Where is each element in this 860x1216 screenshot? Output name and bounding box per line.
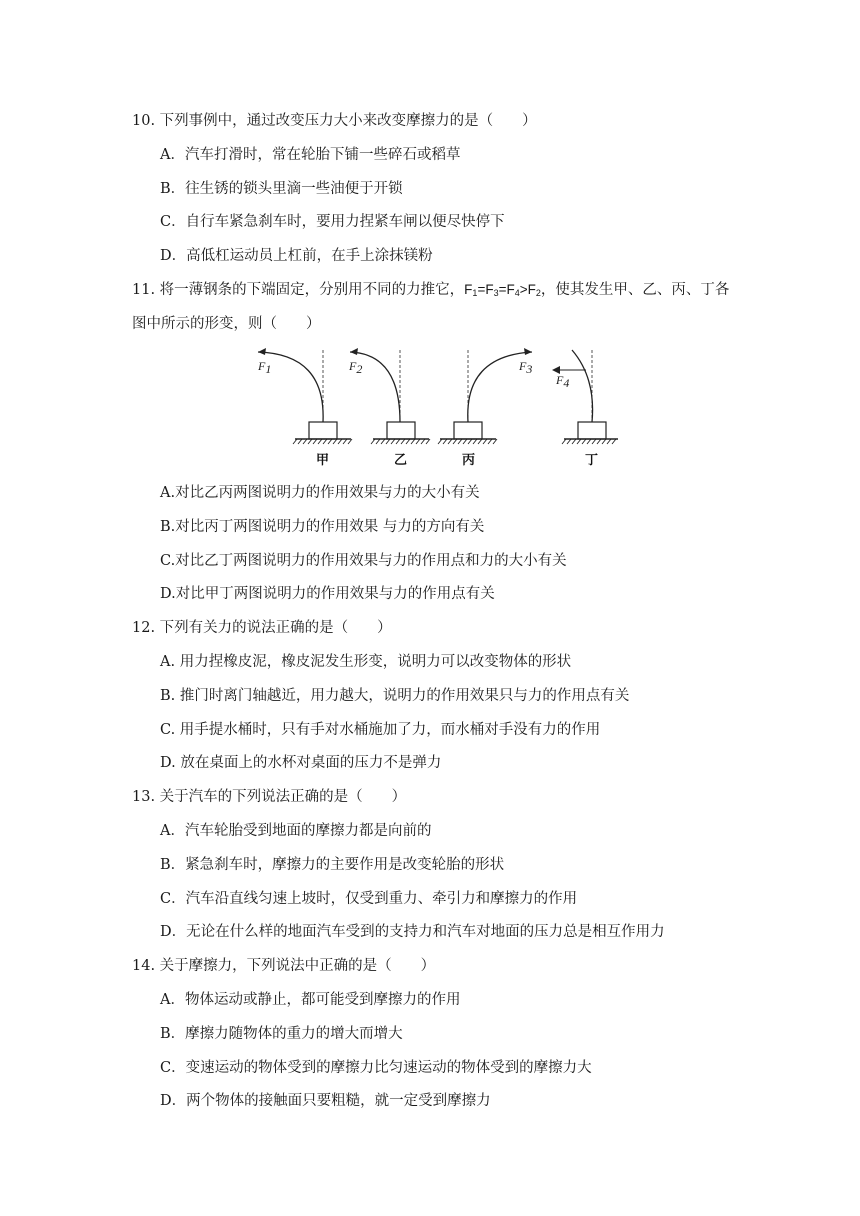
caption-ding: 丁 — [585, 453, 599, 468]
base-block — [309, 422, 337, 439]
question-10-option-d: D．高低杠运动员上杠前，在手上涂抹镁粉 — [160, 248, 433, 264]
question-12-option-a: A. 用力捏橡皮泥，橡皮泥发生形变，说明力可以改变物体的形状 — [160, 654, 572, 670]
question-13-option-d: D．无论在什么样的地面汽车受到的支持力和汽车对地面的压力总是相互作用力 — [160, 924, 665, 940]
force-label-f4: F4 — [556, 373, 570, 390]
question-14-option-a: A．物体运动或静止，都可能受到摩擦力的作用 — [160, 992, 461, 1008]
question-13-option-c: C．汽车沿直线匀速上坡时，仅受到重力、牵引力和摩擦力的作用 — [160, 891, 578, 907]
question-14-option-c: C．变速运动的物体受到的摩擦力比匀速运动的物体受到的摩擦力大 — [160, 1060, 592, 1076]
question-11-option-c: C.对比乙丁两图说明力的作用效果与力的作用点和力的大小有关 — [160, 553, 567, 569]
question-10-option-b: B．往生锈的锁头里滴一些油便于开锁 — [160, 181, 403, 197]
force-arrowhead — [350, 348, 358, 355]
question-11-stem-line2: 图中所示的形变，则（ ） — [132, 316, 321, 332]
force-arrowhead — [524, 348, 532, 355]
question-11-figure — [240, 346, 620, 476]
question-11-option-d: D.对比甲丁两图说明力的作用效果与力的作用点有关 — [160, 586, 495, 602]
question-12-option-c: C. 用手提水桶时，只有手对水桶施加了力，而水桶对手没有力的作用 — [160, 722, 601, 738]
question-11-stem-part2: ，使其发生甲、乙、丙、丁各 — [540, 282, 730, 298]
question-13-stem: 13. 关于汽车的下列说法正确的是（ ） — [132, 789, 407, 805]
question-10-option-a: A．汽车打滑时，常在轮胎下铺一些碎石或稻草 — [160, 147, 461, 163]
question-14-option-d: D．两个物体的接触面只要粗糙，就一定受到摩擦力 — [160, 1093, 491, 1109]
question-14-option-b: B．摩擦力随物体的重力的增大而增大 — [160, 1026, 403, 1042]
base-block — [578, 422, 606, 439]
question-12-stem: 12. 下列有关力的说法正确的是（ ） — [132, 620, 392, 636]
ground-hatching — [438, 439, 497, 444]
caption-bing: 丙 — [462, 453, 476, 468]
question-12-option-d: D. 放在桌面上的水杯对桌面的压力不是弹力 — [160, 755, 442, 771]
base-block — [454, 422, 482, 439]
base-block — [387, 422, 415, 439]
question-12-option-b: B. 推门时离门轴越近，用力越大，说明力的作用效果只与力的作用点有关 — [160, 688, 630, 704]
caption-yi: 乙 — [394, 453, 408, 468]
figure-panel-yi — [348, 348, 430, 468]
force-arrowhead — [258, 348, 266, 355]
question-14-stem: 14. 关于摩擦力，下列说法中正确的是（ ） — [132, 958, 436, 974]
question-11-option-a: A.对比乙丙两图说明力的作用效果与力的大小有关 — [160, 485, 480, 501]
question-10-option-c: C．自行车紧急刹车时，要用力捏紧车闸以便尽快停下 — [160, 214, 505, 230]
force-label-f2: F2 — [349, 359, 363, 376]
force-label-f1: F1 — [258, 359, 272, 376]
question-11-force-relation: $F_1=F_3=F_4>F_2$ — [464, 282, 541, 298]
ground-hatching — [562, 439, 616, 444]
ground-hatching — [371, 439, 430, 444]
question-13-option-a: A．汽车轮胎受到地面的摩擦力都是向前的 — [160, 823, 432, 839]
bent-steel-strip — [572, 350, 593, 422]
question-13-option-b: B．紧急刹车时，摩擦力的主要作用是改变轮胎的形状 — [160, 857, 505, 873]
force-label-f3: F3 — [519, 359, 533, 376]
figure-panel-jia — [257, 348, 352, 468]
question-11-stem — [132, 280, 729, 303]
figure-panel-ding — [552, 350, 618, 468]
caption-jia: 甲 — [316, 453, 330, 468]
ground-hatching — [293, 439, 352, 444]
question-10-stem: 10. 下列事例中，通过改变压力大小来改变摩擦力的是（ ） — [132, 113, 537, 129]
question-11-stem-part1: 11. 将一薄钢条的下端固定，分别用不同的力推它， — [132, 282, 465, 298]
figure-panel-bing — [438, 348, 532, 468]
question-11-option-b: B.对比丙丁两图说明力的作用效果 与力的方向有关 — [160, 519, 485, 535]
